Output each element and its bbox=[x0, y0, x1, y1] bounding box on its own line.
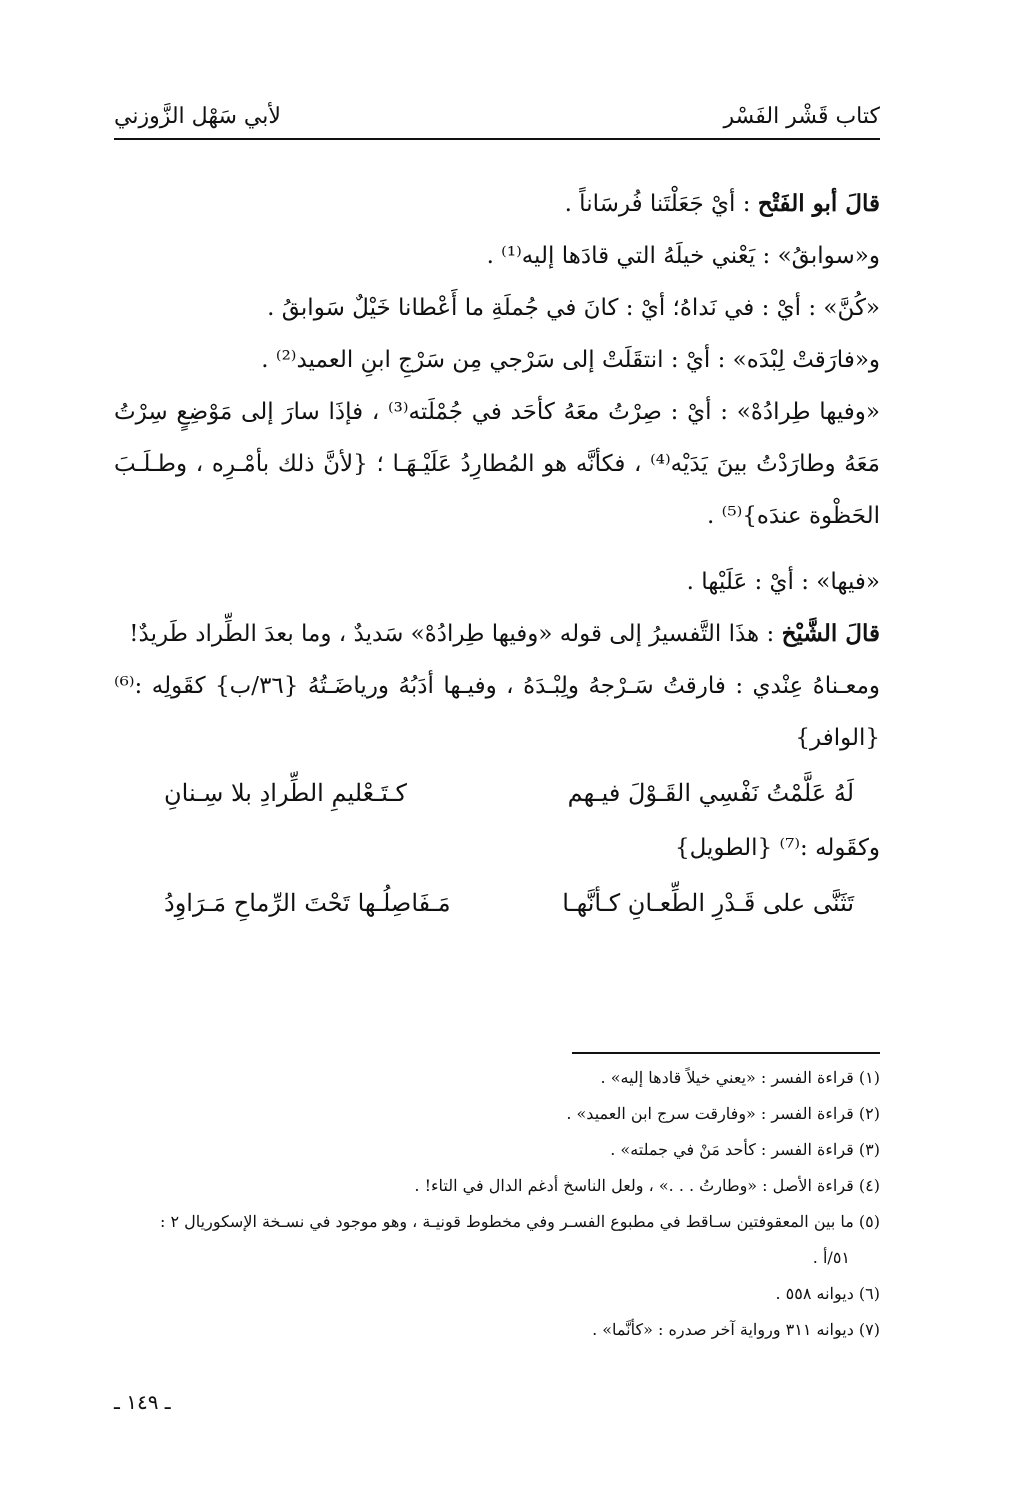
paragraph-9: وكقَوله :⁽⁷⁾ {الطويل} bbox=[674, 835, 880, 861]
paragraph-4: و«فارَقتْ لِبْدَه» : أيْ : انتقَلَتْ إلى سَرْجي مِن سَرْجِ ابنِ العميد⁽²⁾ . bbox=[261, 347, 880, 373]
paragraph-5: «وفيها طِرادُهْ» : أيْ : صِرْتُ معَهُ كأحَد في جُمْلَته⁽³⁾ ، فإذَا سارَ إلى مَوْضِعٍ سِرْتُ مَعَهُ وطارَدْتُ بينَ يَدَيْه⁽⁴⁾ ، فكأنَّه هو المُطارِدُ عَلَيْـهَـا ؛ {لأنَّ ذلك بأمْـرِه ، وطـلَـبَ الحَظْوة عندَه}⁽⁵⁾ . bbox=[114, 399, 881, 529]
footnote-7: (٧) ديوانه ٣١١ ورواية آخر صدره : «كأنَّما» . bbox=[592, 1320, 880, 1339]
footnote-1: (١) قراءة الفسر : «يعني خيلاً قادها إليه» . bbox=[600, 1068, 880, 1087]
paragraph-1 bbox=[114, 178, 880, 230]
verse-first-hemistich: تَثَنَّى على قَـدْرِ الطِّعـانِ كـأنَّهـا bbox=[562, 889, 854, 917]
book-title: كتاب قَشْر الفَسْر bbox=[723, 104, 880, 129]
verse-second-hemistich: كـتَـعْليمِ الطِّرادِ بلا سِـنانِ bbox=[164, 779, 407, 807]
paragraph-6: «فيها» : أيْ : عَلَيْها . bbox=[686, 569, 880, 595]
verse-second-hemistich: مَـفَاصِلُـها تَحْتَ الرِّماحِ مَـرَاوِدُ bbox=[164, 889, 451, 917]
speaker-label: قالَ الشَّيْخ bbox=[781, 620, 880, 647]
main-text bbox=[114, 178, 880, 932]
paragraph-2: و«سوابقُ» : يَعْني خيلَهُ التي قادَها إليه⁽¹⁾ . bbox=[486, 243, 880, 269]
footnotes bbox=[114, 1060, 880, 1348]
page-number: ـ ١٤٩ ـ bbox=[114, 1390, 171, 1414]
verse-line-2 bbox=[164, 874, 854, 932]
footnote-5-text: (٥) ما بين المعقوفتين سـاقط في مطبوع الفسـر وفي مخطوط قونيـة ، وهو موجود في نسـخة الإسكوريال ٢ : bbox=[159, 1212, 880, 1231]
footnote-2: (٢) قراءة الفسر : «وفارقت سرج ابن العميد» . bbox=[566, 1104, 880, 1123]
paragraph-text: : أيْ جَعَلْتَنا فُرسَاناً . bbox=[564, 191, 751, 217]
footnote-4: (٤) قراءة الأصل : «وطارتُ . . .» ، ولعل الناسخ أدغم الدال في التاء! . bbox=[414, 1176, 880, 1195]
paragraph-3: «كُنَّ» : أيْ : في نَداهُ؛ أيْ : كانَ في جُملَةِ ما أَعْطانا خَيْلٌ سَوابقُ . bbox=[267, 295, 880, 321]
verse-line-1 bbox=[164, 764, 854, 822]
running-header bbox=[114, 100, 880, 140]
paragraph-text: : هذَا التَّفسيرُ إلى قوله «وفيها طِرادُهْ» سَديدٌ ، وما بعدَ الطِّراد طَريدٌ! bbox=[129, 621, 775, 647]
footnote-3: (٣) قراءة الفسر : كأحد مَنْ في جملته» . bbox=[610, 1140, 880, 1159]
footnote-5-continuation: ٥١/أ . bbox=[812, 1248, 850, 1267]
paragraph-7 bbox=[114, 608, 880, 660]
footnote-6: (٦) ديوانه ٥٥٨ . bbox=[775, 1284, 880, 1303]
footnote-5 bbox=[114, 1204, 880, 1276]
speaker-label: قالَ أبو الفَتْح bbox=[757, 190, 880, 217]
paragraph-8: ومعـناهُ عِنْدي : فارقتُ سَـرْجهُ ولِبْـدَهُ ، وفيـها أدَبُهُ ورياضَـتُهُ {٣٦/ب} كقَولِه :⁽⁶⁾ {الوافر} bbox=[114, 673, 880, 751]
verse-first-hemistich: لَهُ عَلَّمْتُ نَفْسِي القَـوْلَ فيـهم bbox=[567, 779, 854, 807]
footnote-divider bbox=[572, 1052, 880, 1054]
author-name: لأبي سَهْل الزَّوزني bbox=[114, 104, 281, 129]
